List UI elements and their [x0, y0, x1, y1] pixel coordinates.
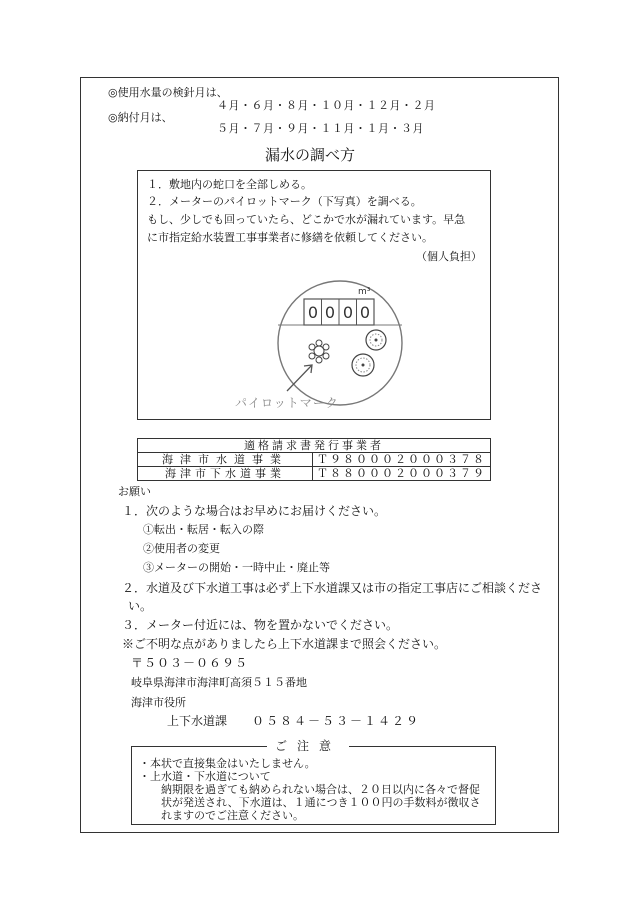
request-item-3: ３．メーター付近には、物を置かないでください。: [122, 618, 399, 632]
notice-line-2: ・上水道・下水道について: [139, 770, 271, 783]
meter-digit-2: 0: [324, 303, 336, 322]
meter-digit-3: 0: [342, 303, 354, 322]
personal-cost-note: （個人負担）: [416, 250, 482, 263]
issuer-number-water: Ｔ９８０００２０００３７８: [313, 453, 491, 467]
issuer-name-water: 海津市水道事業: [138, 453, 313, 467]
meter-digit-1: 0: [307, 303, 319, 322]
meter-dial-upper-icon: [366, 330, 386, 350]
department-name: 上下水道課: [167, 714, 228, 728]
meter-reading-label: ◎使用水量の検針月は、: [108, 86, 228, 99]
leak-check-title: 漏水の調べ方: [265, 146, 356, 164]
pilot-mark-icon: [309, 340, 329, 363]
meter-unit: m³: [358, 287, 371, 297]
requests-heading: お願い: [118, 485, 151, 498]
request-item-2-line-2: い。: [128, 599, 153, 613]
table-row: [138, 467, 491, 481]
request-item-1: １．次のような場合はお早めにお届けください。: [122, 504, 387, 518]
notice-line-4: 状が発送され、下水道は、１通につき１００円の手数料が徴収さ: [161, 796, 481, 809]
table-row: [138, 439, 491, 453]
meter-dial-lower-icon: [352, 354, 374, 376]
meter-digit-4: 0: [359, 303, 371, 322]
office-address: 岐阜県海津市海津町高須５１５番地: [131, 676, 307, 689]
invoice-issuer-table: [137, 438, 491, 481]
pilot-mark-label: パイロットマーク: [235, 396, 339, 410]
leak-note-line-1: もし、少しでも回っていたら、どこかで水が漏れています。早急: [147, 213, 466, 226]
inquiry-note: ※ご不明な点がありましたら上下水道課まで照会ください。: [122, 637, 447, 651]
request-sub-2: ②使用者の変更: [143, 542, 220, 555]
request-sub-3: ③メーターの開始・一時中止・廃止等: [143, 561, 330, 574]
table-row: [138, 453, 491, 467]
notice-line-5: れますのでご注意ください。: [161, 809, 304, 822]
payment-months: ５月・７月・９月・１１月・１月・３月: [217, 122, 424, 135]
issuer-number-sewer: Ｔ８８０００２０００３７９: [313, 467, 491, 481]
issuer-name-sewer: 海津市下水道事業: [138, 467, 313, 481]
notice-title: ご注意: [267, 739, 349, 753]
phone-number: ０５８４－５３－１４２９: [252, 714, 421, 728]
postal-code: 〒５０３－０６９５: [131, 656, 249, 670]
request-item-2-line-1: ２．水道及び下水道工事は必ず上下水道課又は市の指定工事店にご相談くださ: [122, 581, 543, 595]
notice-line-1: ・本状で直接集金はいたしません。: [139, 757, 316, 770]
issuer-header: 適格請求書発行事業者: [138, 439, 491, 453]
leak-step-2: ２．メーターのパイロットマーク（下写真）を調べる。: [147, 195, 422, 208]
pilot-arrow-icon: [287, 365, 312, 391]
leak-note-line-2: に市指定給水装置工事事業者に修繕を依頼してください。: [147, 231, 433, 244]
meter-reading-months: ４月・６月・８月・１０月・１２月・２月: [217, 99, 436, 112]
leak-step-1: １．敷地内の蛇口を全部しめる。: [147, 178, 312, 191]
office-name: 海津市役所: [131, 696, 186, 709]
notice-line-3: 納期限を過ぎても納められない場合は、２０日以内に各々で督促: [161, 783, 480, 796]
payment-month-label: ◎納付月は、: [108, 111, 173, 124]
request-sub-1: ①転出・転居・転入の際: [143, 523, 264, 536]
